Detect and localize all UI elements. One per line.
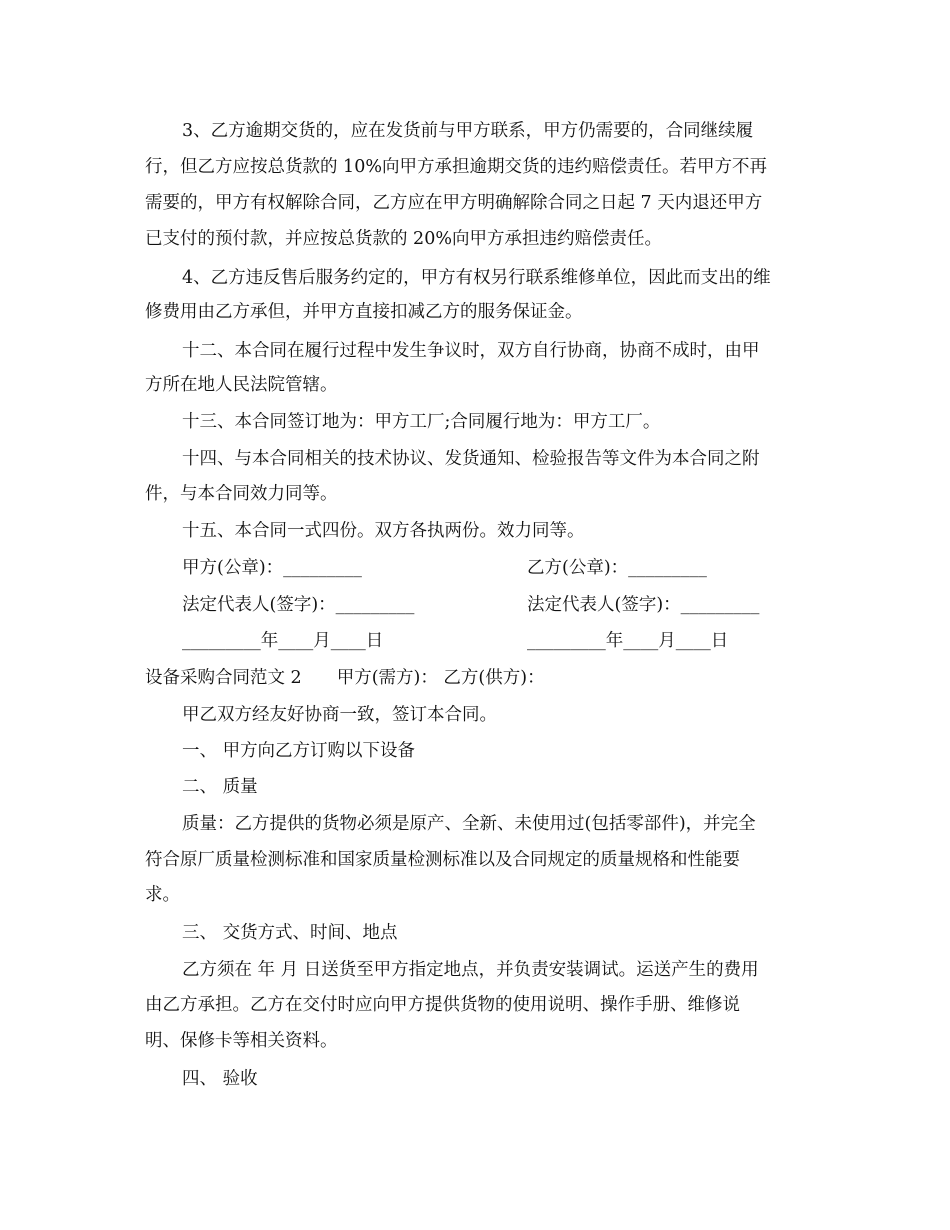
article-12-line-2: 方所在地人民法院管辖。 [145, 375, 338, 395]
article-13: 十三、本合同签订地为：甲方工厂;合同履行地为：甲方工厂。 [182, 412, 661, 432]
delivery-line-2: 由乙方承担。乙方在交付时应向甲方提供货物的使用说明、操作手册、维修说 [145, 995, 740, 1015]
quality-line-3: 求。 [145, 885, 180, 905]
party-a-date: _________年____月____日 [182, 631, 384, 651]
clause-3-line-3: 需要的，甲方有权解除合同，乙方应在甲方明确解除合同之日起 7 天内退还甲方 [145, 193, 763, 213]
party-a-representative: 法定代表人(签字)：_________ [182, 595, 415, 615]
clause-3-line-1: 3、乙方逾期交货的，应在发货前与甲方联系，甲方仍需要的，合同继续履 [182, 121, 754, 141]
quality-line-1: 质量：乙方提供的货物必须是原产、全新、未使用过(包括零部件)，并完全 [182, 814, 756, 834]
clause-4-line-2: 修费用由乙方承但，并甲方直接扣减乙方的服务保证金。 [145, 302, 583, 322]
quality-line-2: 符合原厂质量检测标准和国家质量检测标准以及合同规定的质量规格和性能要 [145, 850, 740, 870]
delivery-line-3: 明、保修卡等相关资料。 [145, 1031, 338, 1051]
section-1-heading: 一、 甲方向乙方订购以下设备 [182, 741, 416, 761]
clause-3-line-4: 已支付的预付款，并应按总货款的 20%向甲方承担违约赔偿责任。 [145, 229, 662, 249]
article-15: 十五、本合同一式四份。双方各执两份。效力同等。 [182, 521, 585, 541]
party-b-date: _________年____月____日 [527, 631, 729, 651]
article-14-line-1: 十四、与本合同相关的技术协议、发货通知、检验报告等文件为本合同之附 [182, 449, 760, 469]
party-b-seal: 乙方(公章)：_________ [527, 558, 707, 578]
sample-2-heading: 设备采购合同范文 2 甲方(需方)： 乙方(供方)： [145, 668, 545, 688]
party-b-representative: 法定代表人(签字)：_________ [527, 595, 760, 615]
delivery-line-1: 乙方须在 年 月 日送货至甲方指定地点，并负责安装调试。运送产生的费用 [182, 960, 759, 980]
clause-3-line-2: 行，但乙方应按总货款的 10%向甲方承担逾期交货的违约赔偿责任。若甲方不再 [145, 157, 767, 177]
section-2-heading: 二、 质量 [182, 777, 258, 797]
intro-paragraph: 甲乙双方经友好协商一致，签订本合同。 [182, 705, 497, 725]
section-3-heading: 三、 交货方式、时间、地点 [182, 923, 398, 943]
article-12-line-1: 十二、本合同在履行过程中发生争议时，双方自行协商，协商不成时，由甲 [182, 341, 760, 361]
article-14-line-2: 件，与本合同效力同等。 [145, 484, 338, 504]
section-4-heading: 四、 验收 [182, 1069, 258, 1089]
clause-4-line-1: 4、乙方违反售后服务约定的，甲方有权另行联系维修单位，因此而支出的维 [182, 268, 771, 288]
party-a-seal: 甲方(公章)：_________ [182, 558, 362, 578]
